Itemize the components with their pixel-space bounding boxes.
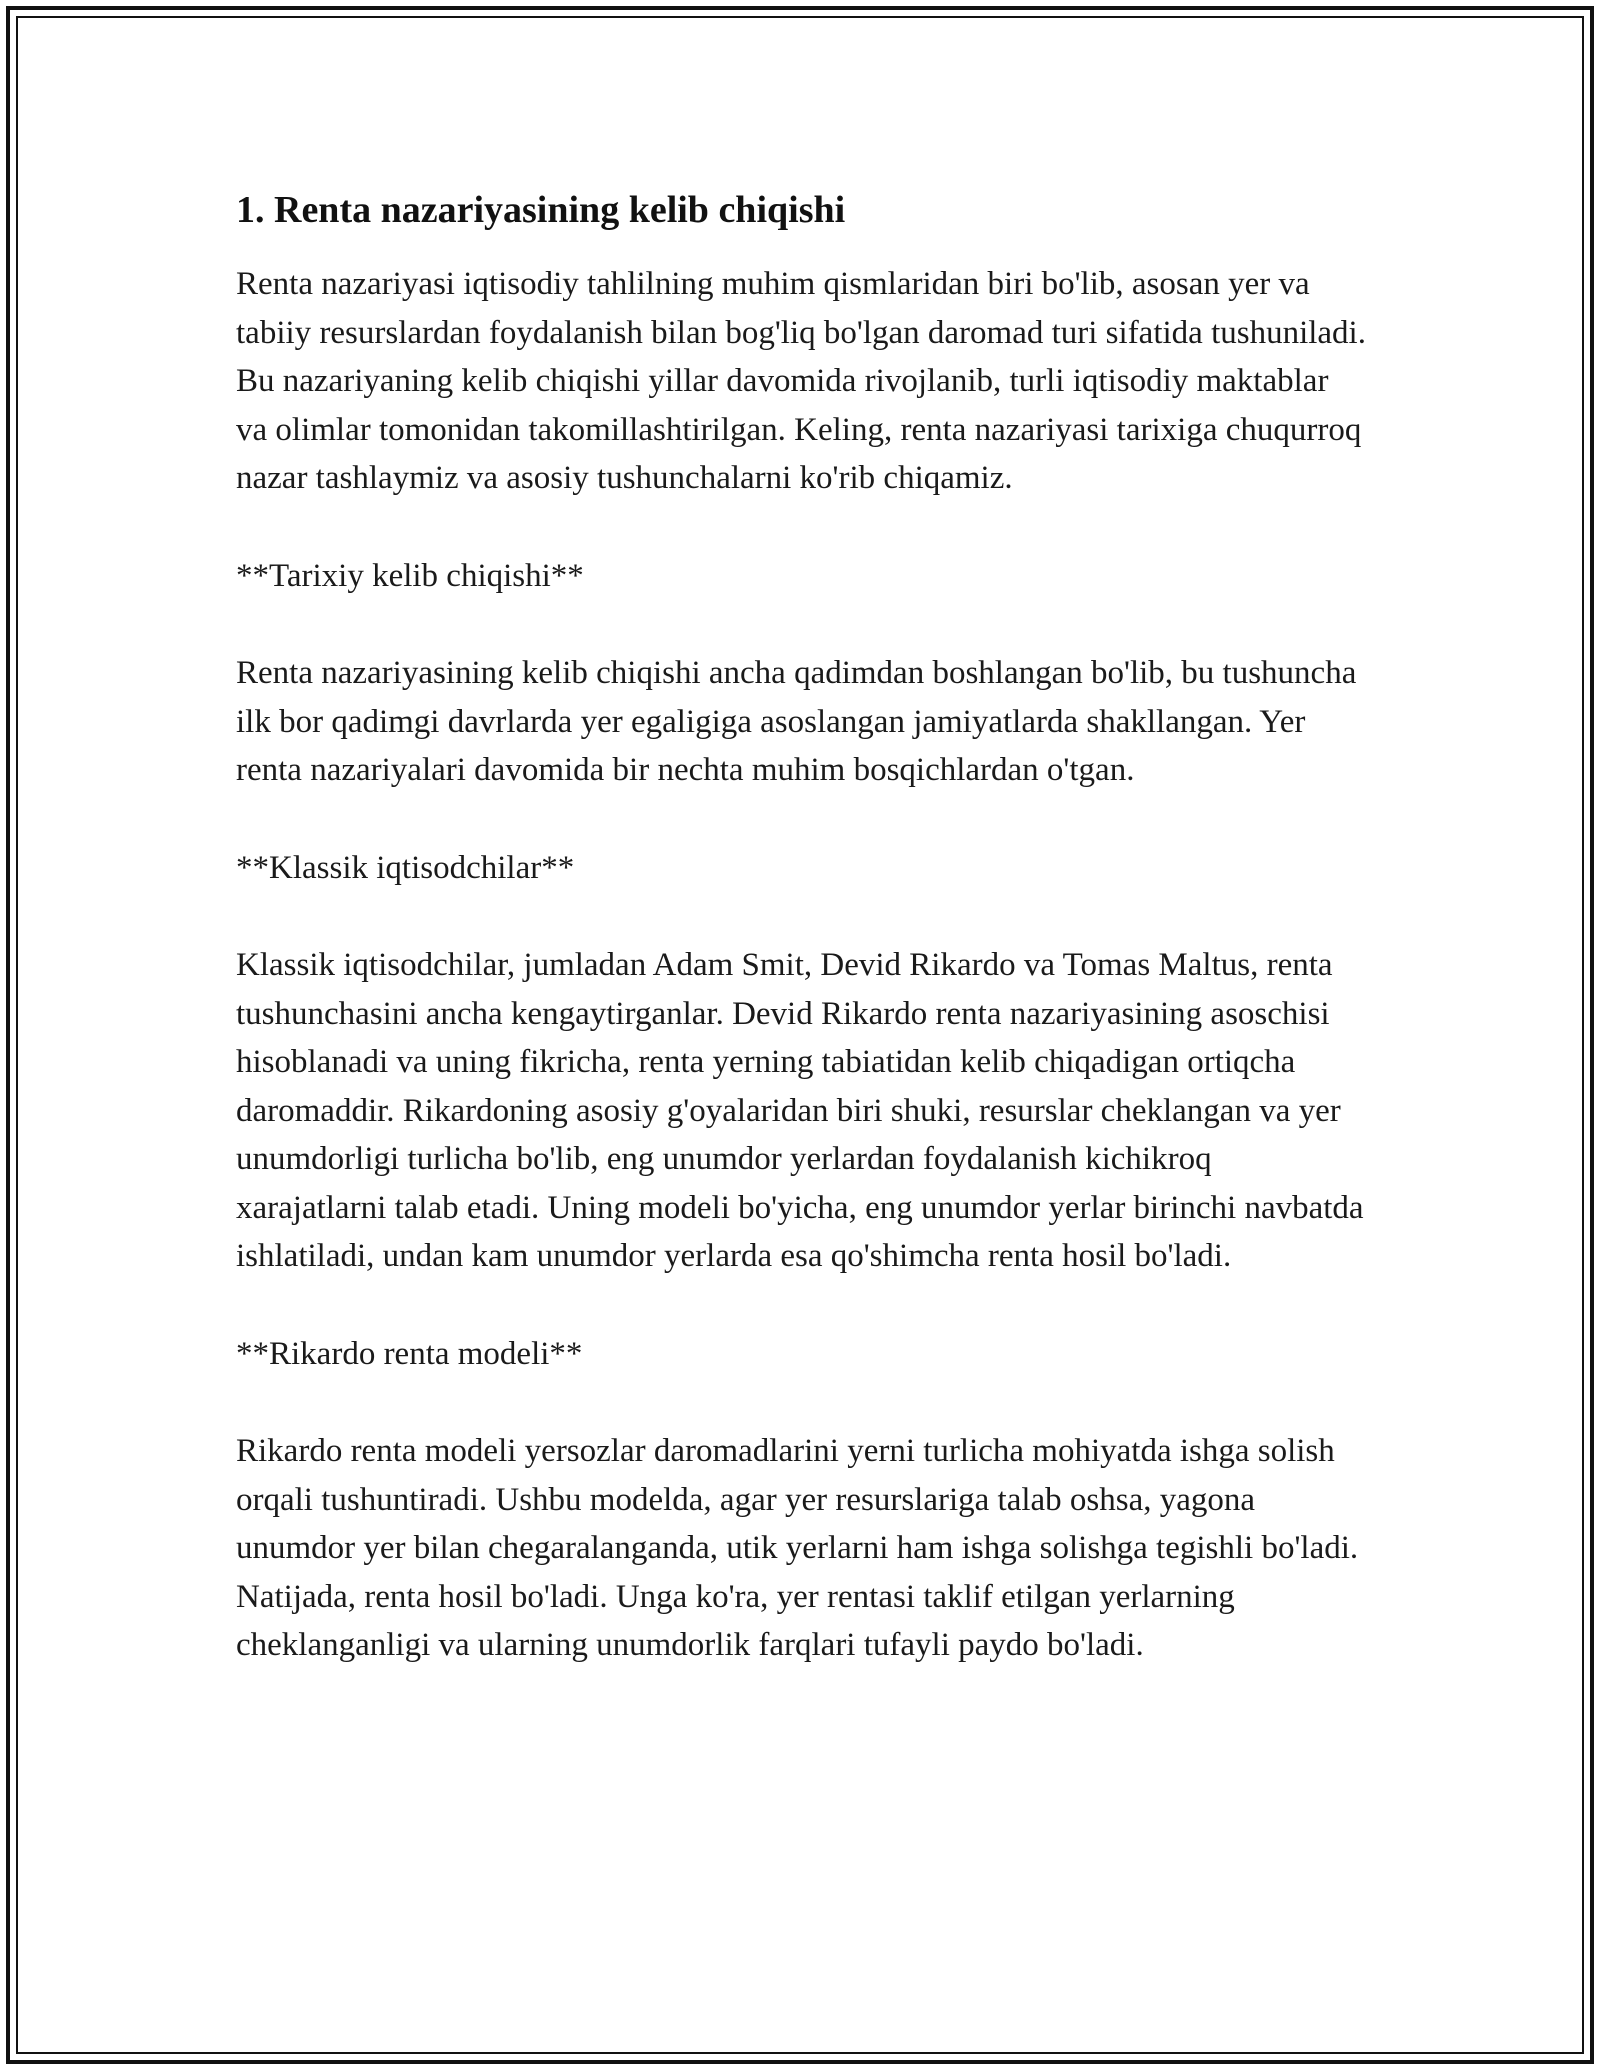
subheading-klassik: **Klassik iqtisodchilar** [236, 849, 575, 886]
paragraph-spacer [236, 795, 1366, 844]
section-heading: 1. Renta nazariyasining kelib chiqishi [236, 189, 846, 231]
paragraph-spacer [236, 1378, 1366, 1427]
paragraph-spacer [236, 503, 1366, 552]
document-body [236, 186, 1366, 1670]
subheading-tarixiy: **Tarixiy kelib chiqishi** [236, 557, 584, 594]
paragraph-spacer [236, 892, 1366, 941]
subheading-rikardo: **Rikardo renta modeli** [236, 1335, 583, 1372]
ricardo-model-paragraph: Rikardo renta modeli yersozlar daromadlarini yerni turlicha mohiyatda ishga solish orqali tushuntiradi. Ushbu modelda, agar yer resurslariga talab oshsa, yagona unumdor yer bilan chegaralanganda, utik yerlarni ham ishga solishga tegishli bo'ladi. Natijada, renta hosil bo'ladi. Unga ko'ra, yer rentasi taklif etilgan yerlarning cheklanganligi va ularning unumdorlik farqlari tufayli paydo bo'ladi. [236, 1433, 1359, 1663]
history-paragraph: Renta nazariyasining kelib chiqishi ancha qadimdan boshlangan bo'lib, bu tushuncha ilk bor qadimgi davrlarda yer egaligiga asoslangan jamiyatlarda shakllangan. Yer renta nazariyalari davomida bir nechta muhim bosqichlardan o'tgan. [236, 655, 1357, 788]
paragraph-spacer [236, 600, 1366, 649]
paragraph-spacer [236, 1281, 1366, 1330]
intro-paragraph: Renta nazariyasi iqtisodiy tahlilning muhim qismlaridan biri bo'lib, asosan yer va tabiiy resurslardan foydalanish bilan bog'liq bo'lgan daromad turi sifatida tushuniladi. Bu nazariyaning kelib chiqishi yillar davomida rivojlanib, turli iqtisodiy maktablar va olimlar tomonidan takomillashtirilgan. Keling, renta nazariyasi tarixiga chuqurroq nazar tashlaymiz va asosiy tushunchalarni ko'rib chiqamiz. [236, 266, 1366, 496]
classical-paragraph: Klassik iqtisodchilar, jumladan Adam Smit, Devid Rikardo va Tomas Maltus, renta tushunchasini ancha kengaytirganlar. Devid Rikardo renta nazariyasining asoschisi hisoblanadi va uning fikricha, renta yerning tabiatidan kelib chiqadigan ortiqcha daromaddir. Rikardoning asosiy g'oyalaridan biri shuki, resurslar cheklangan va yer unumdorligi turlicha bo'lib, eng unumdor yerlardan foydalanish kichikroq xarajatlarni talab etadi. Uning modeli bo'yicha, eng unumdor yerlar birinchi navbatda ishlatiladi, undan kam unumdor yerlarda esa qo'shimcha renta hosil bo'ladi. [236, 947, 1364, 1274]
